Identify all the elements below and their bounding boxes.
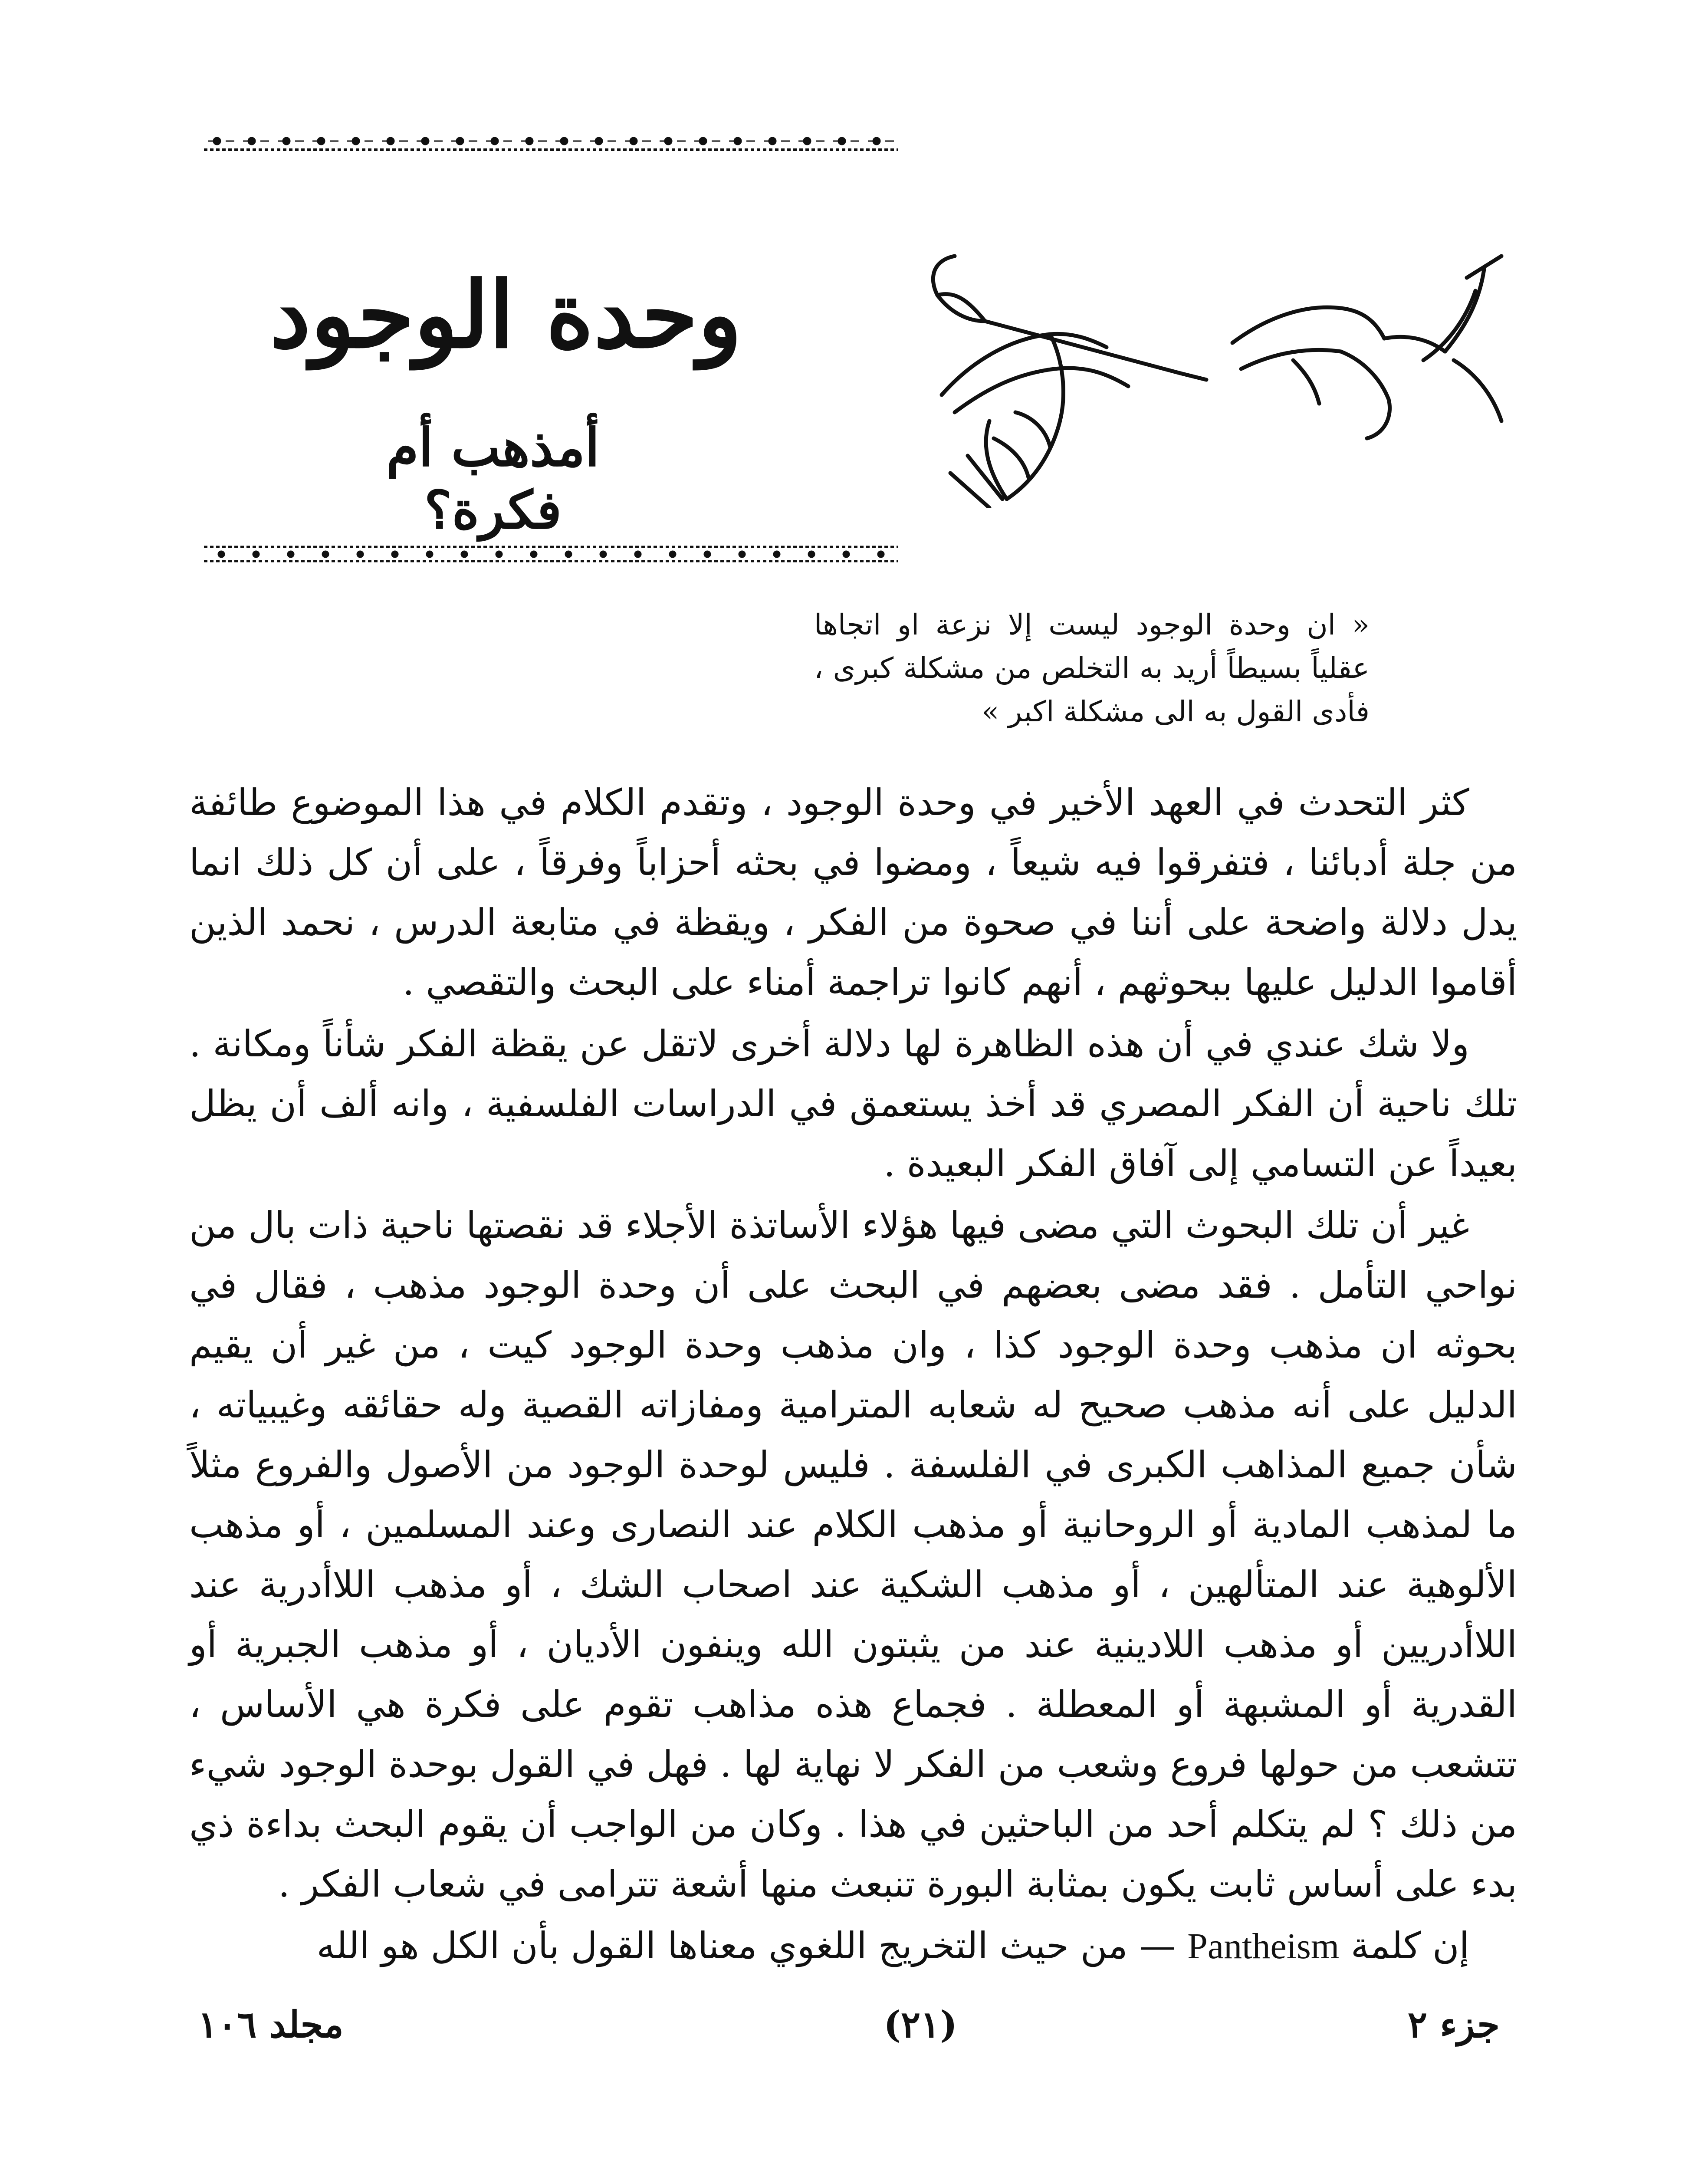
paragraph-4 xyxy=(189,1916,1517,1976)
paragraph-3: غير أن تلك البحوث التي مضى فيها هؤلاء الأساتذة الأجلاء قد نقصتها ناحية ذات بال من نواحي التأمل . فقد مضى بعضهم في البحث على أن وحدة الوجود مذهب ، فقال في بحوثه ان مذهب وحدة الوجود كذا ، وان مذهب وحدة الوجود كيت ، من غير أن يقيم الدليل على أنه مذهب صحيح له شعابه المترامية ومفازاته القصية وله حقائقه وغيبياته ، شأن جميع المذاهب الكبرى في الفلسفة . فليس لوحدة الوجود من الأصول والفروع مثلاً ما لمذهب المادية أو الروحانية أو مذهب الكلام عند النصارى وعند المسلمين ، أو مذهب الألوهية عند المتألهين ، أو مذهب الشكية عند اصحاب الشك ، أو مذهب اللاأدرية عند اللاأدريين أو مذهب اللادينية عند من يثبتون الله وينفون الأديان ، أو مذهب الجبرية أو القدرية أو المشبهة أو المعطلة . فجماع هذه مذاهب تقوم على فكرة هي الأساس ، تتشعب من حولها فروع وشعب من الفكر لا نهاية لها . فهل في القول بوحدة الوجود شيء من ذلك ؟ لم يتكلم أحد من الباحثين في هذا . وكان من الواجب أن يقوم البحث بداءة ذي بدء على أساس ثابت يكون بمثابة البورة تنبعث منها أشعة تترامى في شعاب الفكر . xyxy=(189,1204,1517,1905)
paragraph-4-end: — من حيث التخريج اللغوي معناها القول بأن الكل هو الله xyxy=(316,1924,1176,1967)
article-title: وحدة الوجود xyxy=(270,261,742,368)
article-subtitle: أمذهب أم فكرة؟ xyxy=(386,417,600,541)
hands-with-pen-illustration xyxy=(903,230,1510,508)
top-ornamental-rule xyxy=(204,130,898,156)
epigraph-quote: « ان وحدة الوجود ليست إلا نزعة او اتجاها عقلياً بسيطاً أريد به التخلص من مشكلة كبرى ، فأدى القول به الى مشكلة اكبر » xyxy=(814,608,1370,728)
paragraph-1: كثر التحدث في العهد الأخير في وحدة الوجود ، وتقدم الكلام في هذا الموضوع طائفة من جلة أدبائنا ، فتفرقوا فيه شيعاً ، ومضوا في بحثه أحزاباً وفرقاً ، على أن كل ذلك انما يدل دلالة واضحة على أننا في صحوة من الفكر ، ويقظة في متابعة الدرس ، نحمد الذين أقاموا الدليل عليها ببحوثهم ، أنهم كانوا تراجمة أمناء على البحث والتقصي . xyxy=(189,781,1517,1003)
page-footer xyxy=(189,2001,1517,2048)
article-body xyxy=(189,773,1517,1978)
volume-number: مجلد ١٠٦ xyxy=(198,2003,344,2046)
paragraph-2: ولا شك عندي في أن هذه الظاهرة لها دلالة أخرى لاتقل عن يقظة الفكر شأناً ومكانة . تلك ناحية أن الفكر المصري قد أخذ يستعمق في الدراسات الفلسفية ، وانه ألف أن يظل بعيداً عن التسامي إلى آفاق الفكر البعيدة . xyxy=(189,1023,1517,1185)
part-number: جزء ٢ xyxy=(1407,2003,1500,2046)
latin-term: Pantheism xyxy=(1187,1926,1340,1966)
bottom-ornamental-rule xyxy=(204,540,898,566)
page-number: (٢١) xyxy=(884,2003,957,2046)
paragraph-4-start: إن كلمة xyxy=(1350,1924,1469,1967)
